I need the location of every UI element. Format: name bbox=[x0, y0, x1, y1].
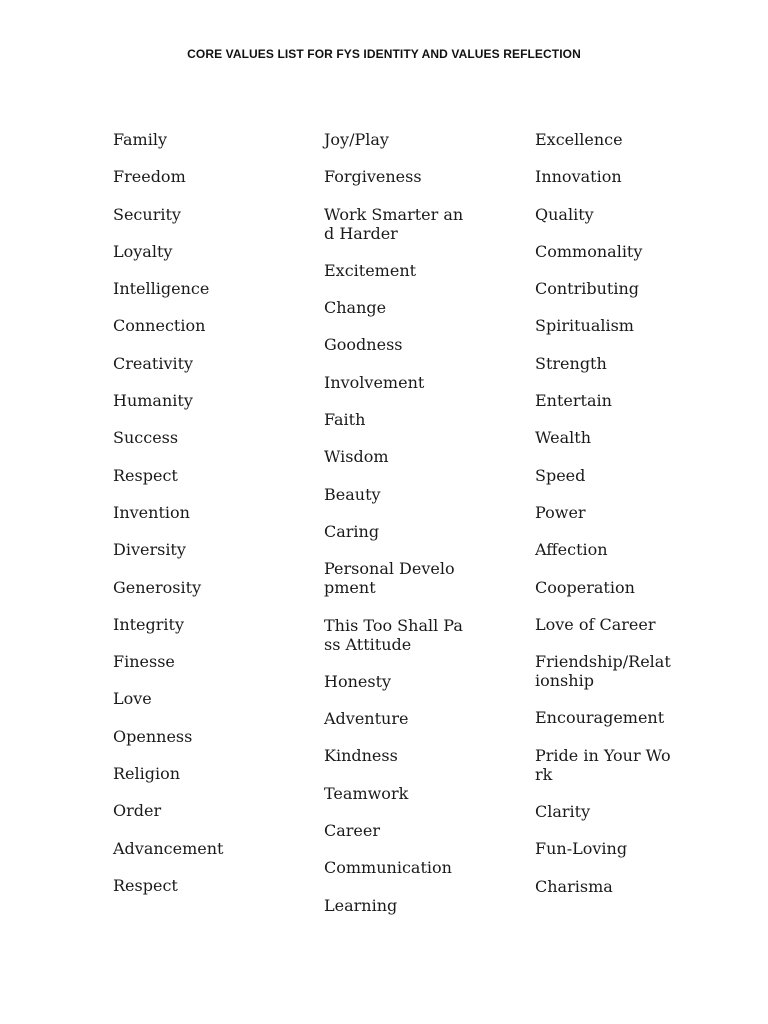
value-item: Kindness bbox=[324, 746, 398, 766]
value-item: Pride in Your Work bbox=[535, 745, 671, 784]
value-item: Power bbox=[535, 502, 586, 522]
value-item: Openness bbox=[113, 726, 193, 746]
value-item: Joy/Play bbox=[324, 130, 389, 149]
value-item: Charisma bbox=[535, 876, 613, 896]
value-item: Affection bbox=[535, 540, 608, 560]
value-item: Goodness bbox=[324, 335, 403, 355]
page-title: CORE VALUES LIST FOR FYS IDENTITY AND VALUES REFLECTION bbox=[187, 47, 581, 61]
value-item: Spiritualism bbox=[535, 316, 634, 336]
value-item: Order bbox=[113, 801, 162, 821]
value-item: Finesse bbox=[113, 652, 175, 672]
value-item: Quality bbox=[535, 204, 594, 224]
value-item: Innovation bbox=[535, 167, 622, 187]
value-item: Involvement bbox=[324, 372, 425, 392]
value-item: Loyalty bbox=[113, 241, 173, 261]
value-item: Wisdom bbox=[324, 447, 389, 467]
value-item: Caring bbox=[324, 521, 380, 541]
value-item: Communication bbox=[324, 858, 452, 878]
value-item: Clarity bbox=[535, 802, 591, 822]
values-column-2 bbox=[324, 130, 464, 933]
value-item: Faith bbox=[324, 410, 366, 430]
value-item: Friendship/Relationship bbox=[535, 652, 671, 691]
value-item: Wealth bbox=[535, 428, 591, 448]
value-item: Learning bbox=[324, 895, 398, 915]
value-item: Cooperation bbox=[535, 577, 635, 597]
value-item: Encouragement bbox=[535, 708, 665, 728]
value-item: Advancement bbox=[113, 838, 224, 858]
value-item: Change bbox=[324, 298, 387, 318]
value-item: Honesty bbox=[324, 671, 392, 691]
value-item: Religion bbox=[113, 764, 181, 784]
value-item: Strength bbox=[535, 353, 607, 373]
value-item: Connection bbox=[113, 316, 206, 336]
value-item: This Too Shall Pass Attitude bbox=[324, 615, 463, 654]
value-item: Creativity bbox=[113, 353, 194, 373]
value-item: Respect bbox=[113, 875, 178, 895]
value-item: Love bbox=[113, 689, 152, 709]
value-item: Intelligence bbox=[113, 279, 210, 299]
value-item: Speed bbox=[535, 465, 586, 485]
value-item: Love of Career bbox=[535, 614, 656, 634]
value-item: Beauty bbox=[324, 484, 381, 504]
value-item: Humanity bbox=[113, 391, 193, 411]
value-item: Adventure bbox=[324, 709, 409, 729]
value-item: Work Smarter and Harder bbox=[324, 204, 464, 243]
value-item: Career bbox=[324, 821, 381, 841]
value-item: Excitement bbox=[324, 260, 417, 280]
values-column-3 bbox=[535, 130, 675, 914]
value-item: Teamwork bbox=[324, 783, 409, 803]
value-item: Forgiveness bbox=[324, 167, 422, 187]
value-item: Generosity bbox=[113, 577, 202, 597]
value-item: Personal Development bbox=[324, 559, 455, 598]
values-column-1 bbox=[113, 130, 293, 913]
value-item: Family bbox=[113, 130, 167, 149]
value-item: Security bbox=[113, 204, 181, 224]
value-item: Commonality bbox=[535, 241, 643, 261]
value-item: Invention bbox=[113, 502, 190, 522]
value-item: Excellence bbox=[535, 130, 623, 149]
value-item: Contributing bbox=[535, 279, 640, 299]
value-item: Entertain bbox=[535, 391, 612, 411]
value-item: Diversity bbox=[113, 540, 186, 560]
value-item: Respect bbox=[113, 465, 178, 485]
value-item: Integrity bbox=[113, 614, 184, 634]
value-item: Freedom bbox=[113, 167, 186, 187]
value-item: Fun-Loving bbox=[535, 839, 628, 859]
value-item: Success bbox=[113, 428, 179, 448]
